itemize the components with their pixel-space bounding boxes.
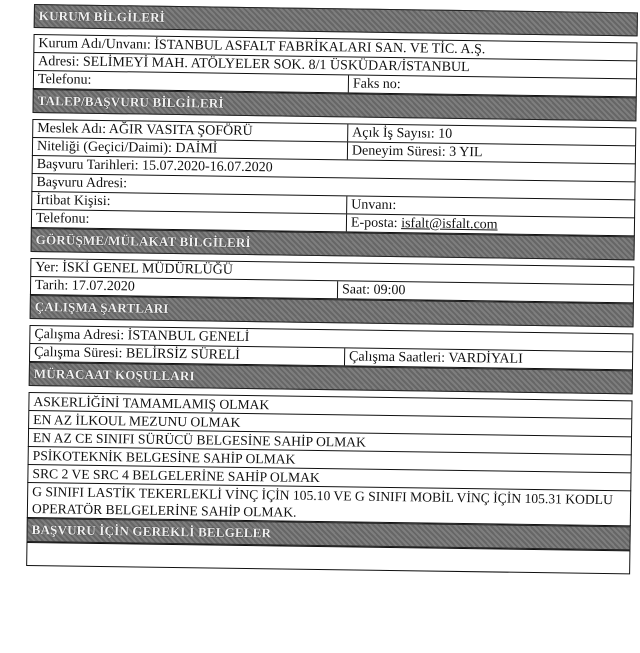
gorusme-yer: Yer: İSKİ GENEL MÜDÜRLÜĞÜ — [35, 260, 233, 278]
gorusme-saat: Saat: 09:00 — [337, 281, 633, 302]
email-link[interactable]: isfalt@isfalt.com — [401, 216, 498, 233]
kurum-adi: Kurum Adı/Unvanı: İSTANBUL ASFALT FABRİKALARI SAN. VE TİC. A.Ş. — [38, 36, 486, 58]
kurum-telefon: Telefonu: — [37, 72, 92, 88]
job-posting-form — [26, 4, 638, 574]
kurum-faks: Faks no: — [348, 75, 636, 96]
requirement-text: EN AZ CE SINIFI SÜRÜCÜ BELGESİNE SAHİP OLMAK — [32, 430, 366, 450]
requirement-text: G SINIFI LASTİK TEKERLEKLİ VİNÇ İÇİN 105.10 VE G SINIFI MOBİL VİNÇ İÇİN 105.31 KODLU OPERATÖR BELGELERİNE SAHİP OLMAK. — [31, 484, 613, 520]
acik-is-sayisi: Açık İş Sayısı: 10 — [347, 124, 635, 145]
irtibat-kisisi: İrtibat Kişisi: — [36, 193, 111, 210]
deneyim-suresi: Deneyim Süresi: 3 YIL — [347, 142, 635, 163]
calisma-adresi: Çalışma Adresi: İSTANBUL GENELİ — [34, 327, 250, 346]
section-header-muracaat: MÜRACAAT KOŞULLARI — [29, 362, 633, 394]
eposta-label: E-posta: — [350, 215, 402, 232]
gorusme-tarih: Tarih: 17.07.2020 — [34, 278, 135, 295]
talep-telefon: Telefonu: — [35, 211, 90, 227]
section-header-gorusme: GÖRÜŞME/MÜLAKAT BİLGİLERİ — [31, 228, 635, 260]
calisma-saatleri: Çalışma Saatleri: VARDİYALI — [344, 348, 632, 369]
unvani: Unvanı: — [346, 196, 634, 217]
kurum-adres: Adresi: SELİMEYİ MAH. ATÖLYELER SOK. 8/1 ÜSKÜDAR/İSTANBUL — [38, 54, 470, 76]
nitelik: Niteliği (Geçici/Daimi): DAİMİ — [36, 139, 218, 157]
requirement-text: EN AZ İLKOUL MEZUNU OLMAK — [33, 412, 241, 430]
section-header-kurum: KURUM BİLGİLERİ — [34, 4, 638, 36]
basvuru-adresi: Başvuru Adresi: — [36, 175, 128, 192]
requirement-text: ASKERLİĞİNİ TAMAMLAMIŞ OLMAK — [33, 394, 270, 413]
meslek-adi: Meslek Adı: AĞIR VASITA ŞOFÖRÜ — [37, 121, 253, 140]
requirements-list — [27, 392, 633, 526]
basvuru-tarihleri: Başvuru Tarihleri: 15.07.2020-16.07.2020 — [36, 157, 273, 176]
section-header-calisma: ÇALIŞMA ŞARTLARI — [30, 295, 634, 327]
requirement-text: SRC 2 VE SRC 4 BELGELERİNE SAHİP OLMAK — [32, 466, 320, 486]
section-header-basvuru-belgeler: BAŞVURU İÇİN GEREKLİ BELGELER — [26, 518, 630, 550]
section-header-talep: TALEP/BAŞVURU BİLGİLERİ — [32, 89, 636, 121]
requirement-text: PSİKOTEKNİK BELGESİNE SAHİP OLMAK — [32, 448, 296, 467]
calisma-suresi: Çalışma Süresi: BELİRSİZ SÜRELİ — [34, 345, 240, 363]
